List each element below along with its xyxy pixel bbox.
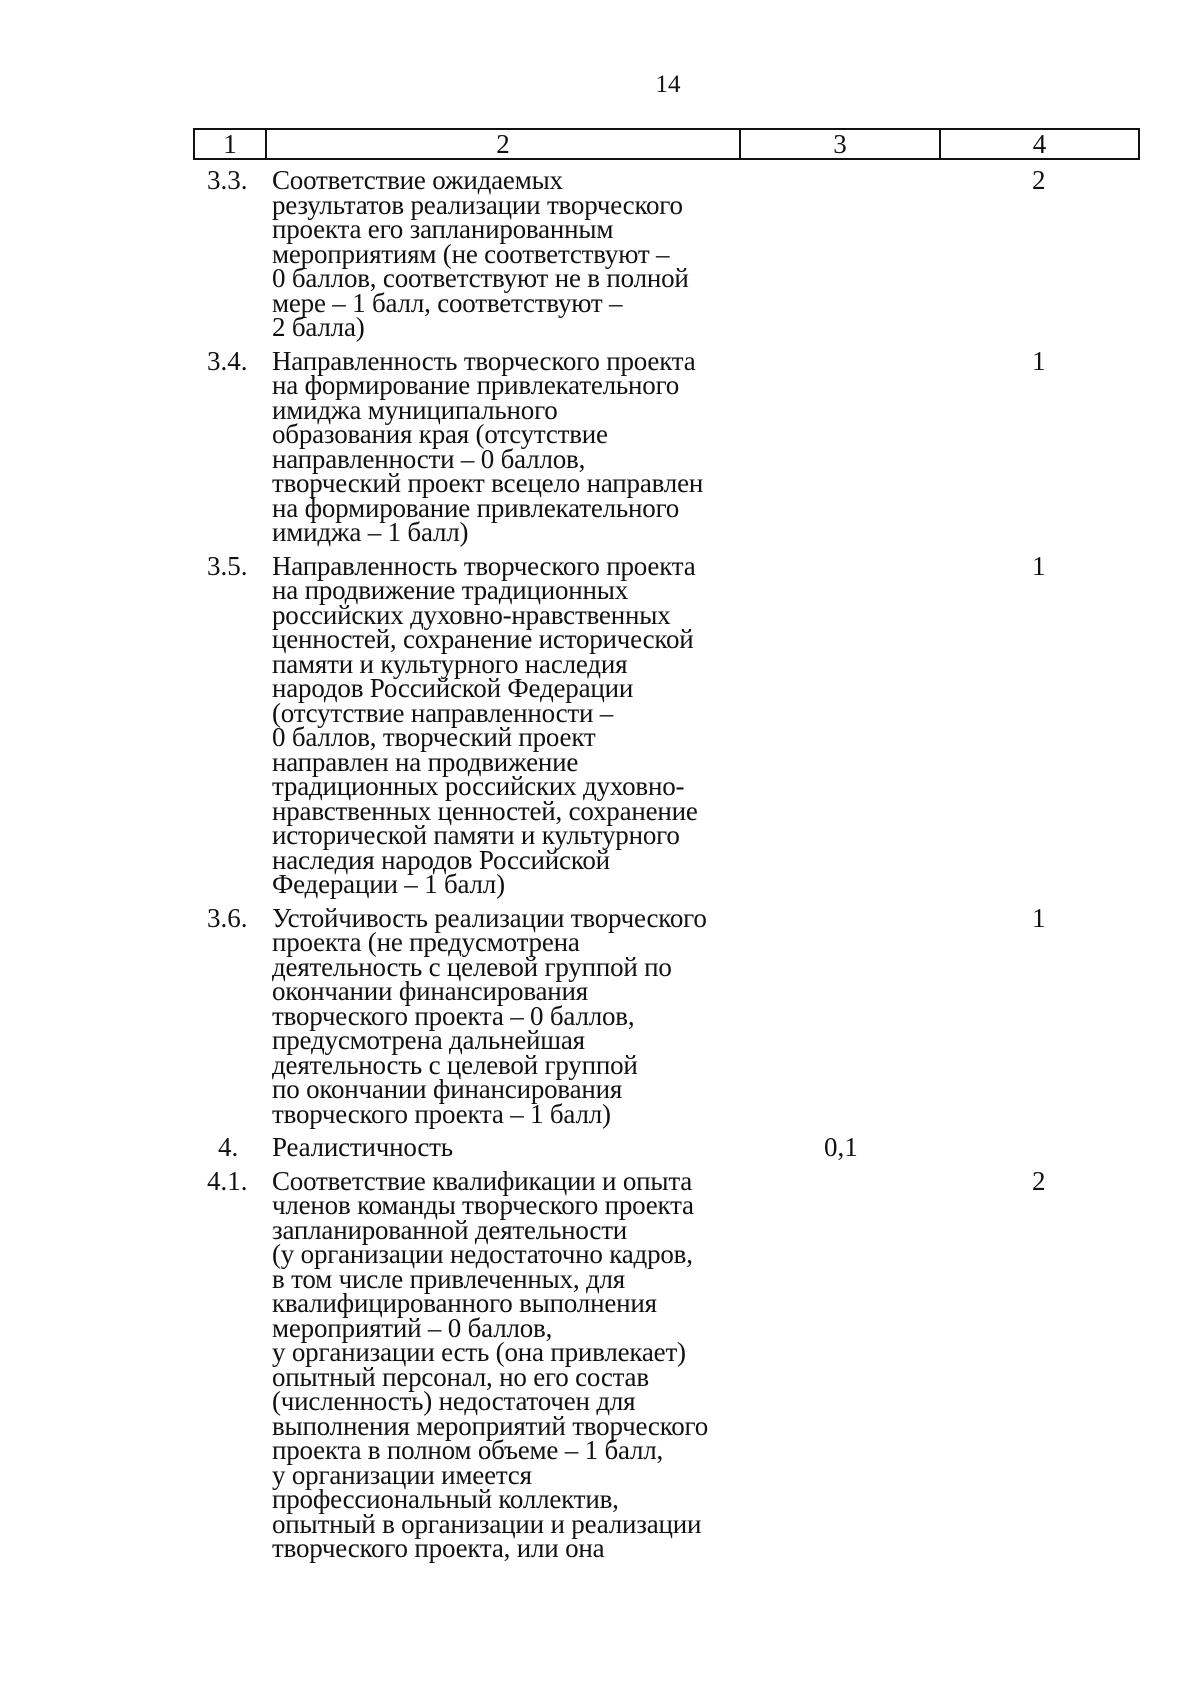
criterion-score: 2	[1032, 1165, 1046, 1196]
criterion-text: Соответствие ожидаемых результатов реализации творческого проекта его запланированным мероприятиям (не соответствуют – 0 баллов, соответствуют не в полной мере – 1 балл, соответствуют – 2 балла)	[272, 165, 689, 342]
table-row	[0, 902, 1200, 1129]
criterion-score: 1	[1032, 550, 1046, 581]
row-number: 4.	[218, 1132, 239, 1162]
criterion-text: Направленность творческого проекта на продвижение традиционных российских духовно-нравственных ценностей, сохранение исторической памяти и культурного наследия народов Российской Федерации (отсутствие направленности – 0 баллов, творческий проект направлен на продвижение традиционных российских духовно- нравственных ценностей, сохранение исторической памяти и культурного наследия народов Российской Федерации – 1 балл)	[272, 550, 698, 899]
criterion-text: Соответствие квалификации и опыта членов команды творческого проекта запланированной деятельности (у организации недостаточно кадров, в том числе привлеченных, для квалифицированного выполнения мероприятий – 0 баллов, у организации есть (она привлекает) опытный персонал, но его состав (численность) недостаточен для выполнения мероприятий творческого проекта в полном объеме – 1 балл, у организации имеется профессиональный коллектив, опытный в организации и реализации творческого проекта, или она	[272, 1165, 709, 1563]
row-number: 4.1.	[207, 1165, 248, 1196]
criterion-text: Направленность творческого проекта на формирование привлекательного имиджа муниципального образования края (отсутствие направленности – 0 баллов, творческий проект всецело направлен на формирование привлекательного имиджа – 1 балл)	[272, 345, 704, 547]
table-row	[0, 165, 1200, 342]
column-header-1: 1	[195, 130, 267, 158]
column-header-4: 4	[1032, 129, 1047, 159]
column-header-3: 3	[741, 130, 941, 158]
row-number: 3.6.	[207, 902, 248, 933]
table-row	[0, 550, 1200, 899]
criterion-text: Устойчивость реализации творческого проекта (не предусмотрена деятельность с целевой группой по окончании финансирования творческого проекта – 0 баллов, предусмотрена дальнейшая деятельность с целевой группой по окончании финансирования творческого проекта – 1 балл)	[272, 902, 707, 1129]
table-row	[0, 1132, 1200, 1162]
criterion-text: Реалистичность	[272, 1132, 453, 1162]
column-header-2: 2	[267, 130, 741, 158]
table-row	[0, 1165, 1200, 1563]
row-number: 3.4.	[207, 345, 248, 376]
page-number: 14	[655, 71, 681, 98]
row-number: 3.3.	[207, 165, 248, 195]
table-header	[193, 128, 1140, 160]
row-number: 3.5.	[207, 550, 248, 581]
criterion-score: 1	[1032, 345, 1046, 376]
criterion-score: 2	[1032, 165, 1046, 195]
criteria-table-body	[0, 165, 1200, 1570]
table-row	[0, 345, 1200, 547]
criterion-score: 1	[1032, 902, 1046, 933]
criterion-weight: 0,1	[824, 1132, 858, 1162]
